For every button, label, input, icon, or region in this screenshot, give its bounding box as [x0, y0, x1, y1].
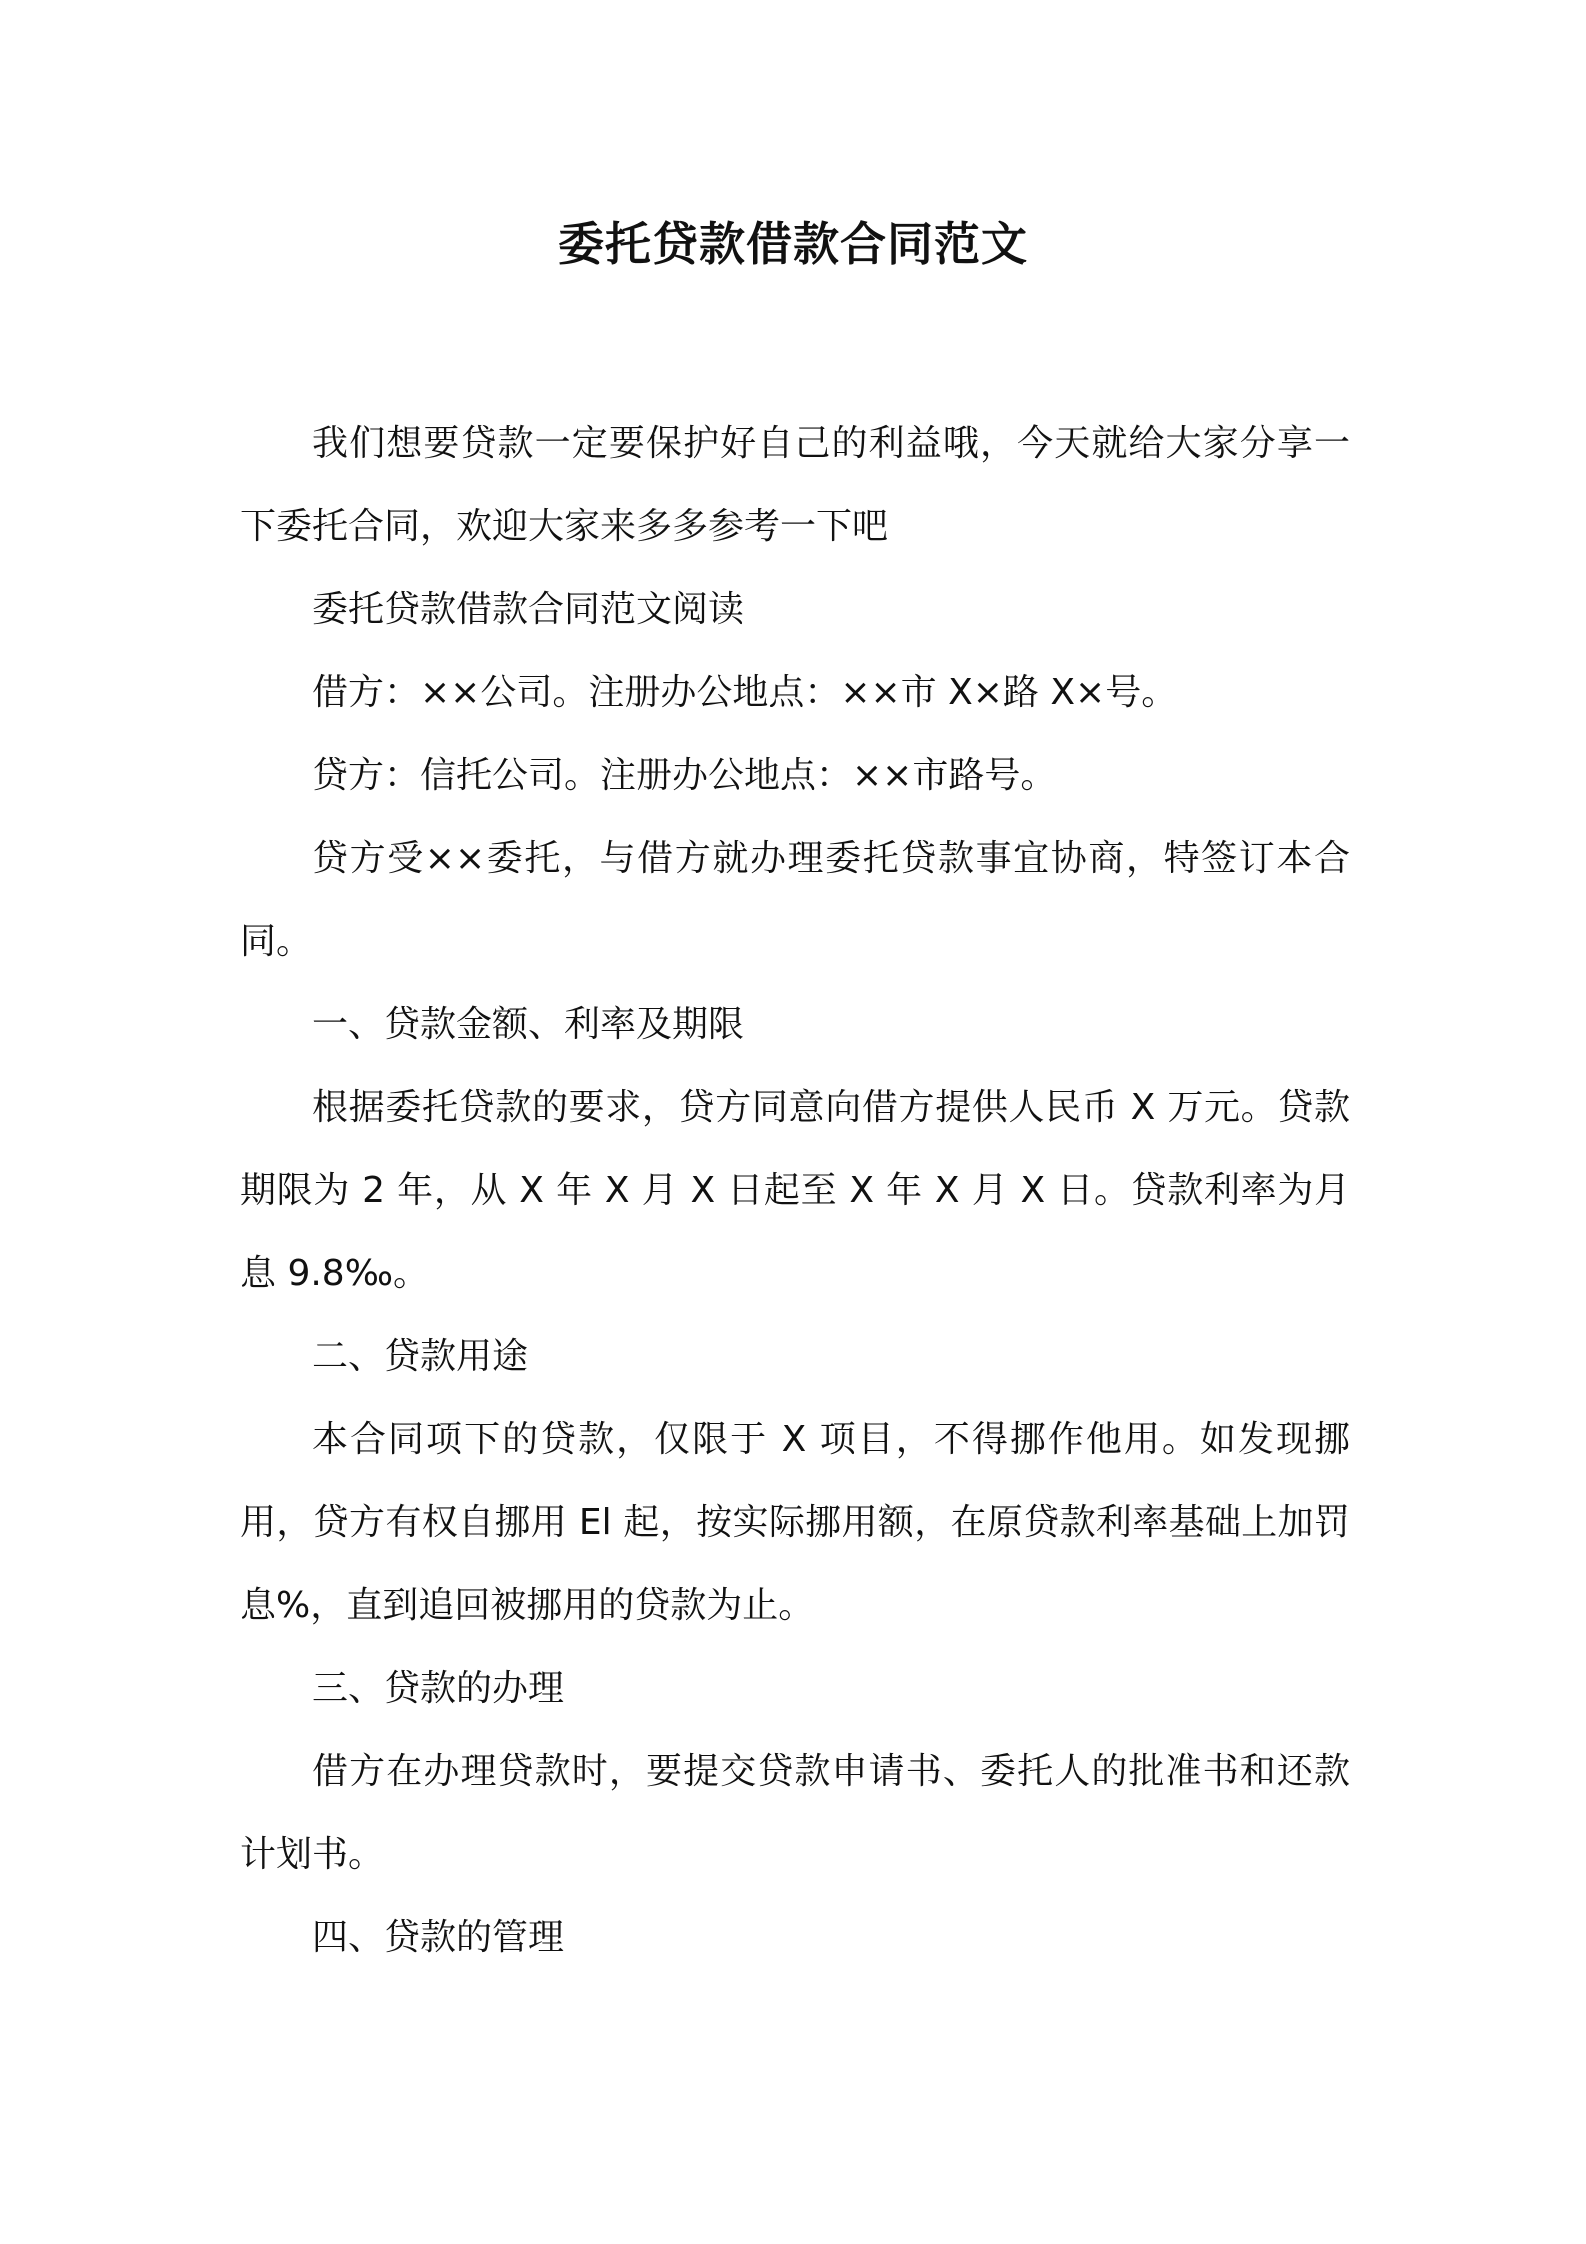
document-title: 委托贷款借款合同范文 — [558, 217, 1028, 271]
section-heading-2: 二、贷款用途 — [312, 1336, 529, 1377]
section-body-2: 本合同项下的贷款，仅限于 X 项目，不得挪作他用。如发现挪用，贷方有权自挪用 El 起，按实际挪用额，在原贷款利率基础上加罚息%，直到追回被挪用的贷款为止。 — [240, 1419, 1350, 1626]
borrower-paragraph: 借方：××公司。注册办公地点：××市 X×路 X×号。 — [312, 672, 1178, 713]
preamble-paragraph: 贷方受××委托，与借方就办理委托贷款事宜协商，特签订本合同。 — [240, 838, 1350, 962]
section-body-3: 借方在办理贷款时，要提交贷款申请书、委托人的批准书和还款计划书。 — [240, 1751, 1350, 1875]
section-heading-1: 一、贷款金额、利率及期限 — [312, 1004, 745, 1045]
intro-paragraph: 我们想要贷款一定要保护好自己的利益哦，今天就给大家分享一下委托合同，欢迎大家来多多参考一下吧 — [240, 423, 1350, 547]
lender-paragraph: 贷方：信托公司。注册办公地点：××市路号。 — [312, 755, 1057, 796]
subtitle-paragraph: 委托贷款借款合同范文阅读 — [312, 589, 745, 630]
document-body — [240, 402, 1350, 1979]
section-body-1: 根据委托贷款的要求，贷方同意向借方提供人民币 X 万元。贷款期限为 2 年，从 X 年 X 月 X 日起至 X 年 X 月 X 日。贷款利率为月息 9.8‰。 — [240, 1087, 1350, 1294]
section-heading-4: 四、贷款的管理 — [312, 1917, 565, 1958]
section-heading-3: 三、贷款的办理 — [312, 1668, 565, 1709]
